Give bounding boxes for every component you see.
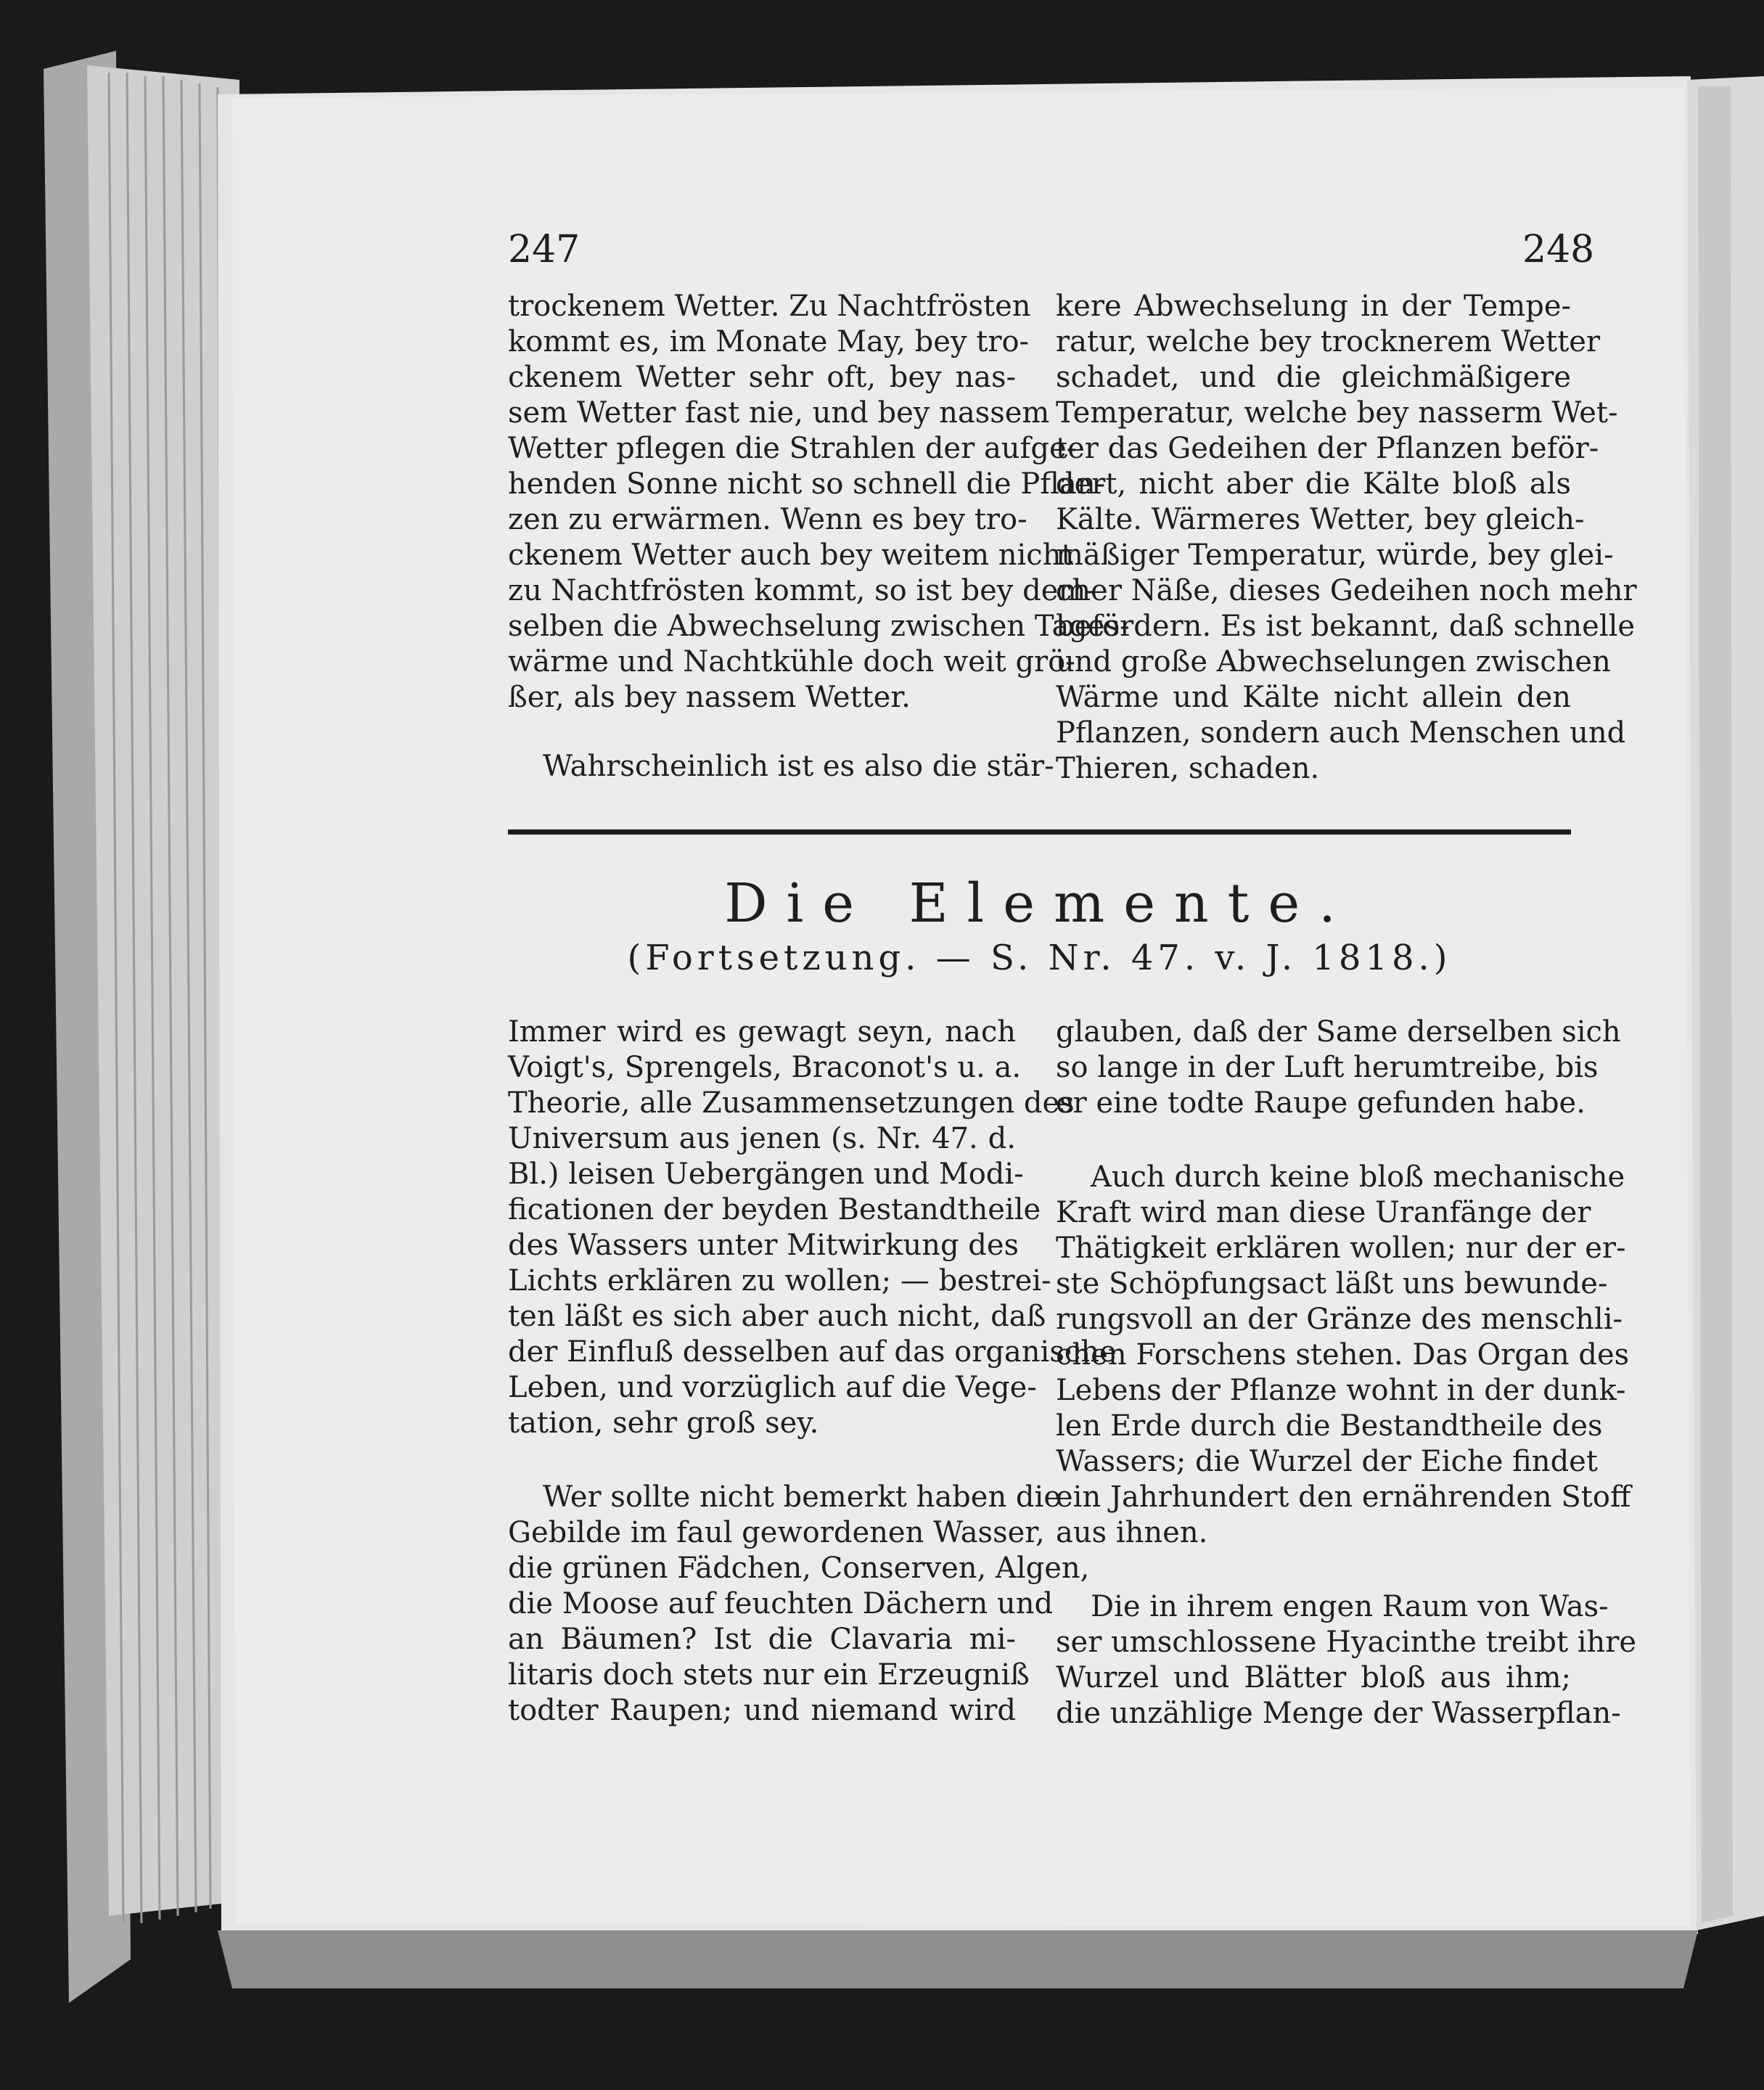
text-line: len Erde durch die Bestandtheile des (1056, 1409, 1603, 1443)
page-number-left: 247 (508, 228, 581, 271)
text-line: mäßiger Temperatur, würde, bey glei- (1056, 538, 1614, 572)
text-line: zen zu erwärmen. Wenn es bey tro- (508, 503, 1027, 536)
text-line: ckenem Wetter auch bey weitem nicht (508, 538, 1073, 572)
text-line: zu Nachtfrösten kommt, so ist bey dem- (508, 574, 1096, 607)
section-subtitle: (Fortsetzung. — S. Nr. 47. v. J. 1818.) (627, 938, 1452, 978)
text-line: Die in ihrem engen Raum von Was- (1091, 1590, 1609, 1623)
text-line: tation, sehr groß sey. (508, 1406, 819, 1440)
column-left-bottom (508, 1015, 1117, 1729)
text-line: Universum aus jenen (s. Nr. 47. d. (508, 1122, 1016, 1155)
text-line: die grünen Fädchen, Conserven, Algen, (508, 1552, 1090, 1585)
text-line: und große Abwechselungen zwischen (1056, 645, 1611, 679)
text-line: Pflanzen, sondern auch Menschen und (1056, 716, 1626, 750)
text-line: rungsvoll an der Gränze des menschli- (1056, 1303, 1623, 1336)
text-line: Auch durch keine bloß mechanische (1091, 1160, 1625, 1194)
text-line: des Wassers unter Mitwirkung des (508, 1229, 1020, 1262)
text-line: Wer sollte nicht bemerkt haben die (543, 1480, 1061, 1514)
text-line: aus ihnen. (1056, 1516, 1208, 1549)
text-line: ckenem Wetter sehr oft, bey nas- (508, 361, 1016, 394)
text-line: Kraft wird man diese Uranfänge der (1056, 1196, 1591, 1229)
text-line: Wahrscheinlich ist es also die stär- (543, 750, 1054, 783)
text-line: todter Raupen; und niemand wird (508, 1694, 1016, 1727)
text-line: Bl.) leisen Uebergängen und Modi- (508, 1157, 1024, 1191)
text-line: ratur, welche bey trocknerem Wetter (1056, 325, 1601, 358)
text-line: Gebilde im faul gewordenen Wasser, (508, 1516, 1045, 1549)
text-line: an Bäumen? Ist die Clavaria mi- (508, 1623, 1016, 1656)
text-line: ser umschlossene Hyacinthe treibt ihre (1056, 1626, 1637, 1659)
text-line: Theorie, alle Zusammensetzungen des (508, 1086, 1075, 1120)
text-line: ßer, als bey nassem Wetter. (508, 681, 911, 714)
text-line: so lange in der Luft herumtreibe, bis (1056, 1051, 1599, 1084)
text-line: Lebens der Pflanze wohnt in der dunk- (1056, 1374, 1626, 1407)
text-line: Wärme und Kälte nicht allein den (1056, 681, 1571, 714)
text-line: kommt es, im Monate May, bey tro- (508, 325, 1030, 358)
text-line: Lichts erklären zu wollen; — bestrei- (508, 1264, 1051, 1298)
text-line: henden Sonne nicht so schnell die Pflan- (508, 467, 1106, 501)
page-number-right: 248 (1522, 228, 1595, 271)
text-line: Wetter pflegen die Strahlen der aufge- (508, 432, 1077, 465)
text-line: cher Näße, dieses Gedeihen noch mehr (1056, 574, 1637, 607)
text-line: sem Wetter fast nie, und bey nassem (508, 396, 1050, 430)
text-line: selben die Abwechselung zwischen Tages- (508, 610, 1130, 643)
text-line: trockenem Wetter. Zu Nachtfrösten (508, 290, 1031, 323)
column-right-top (1056, 289, 1637, 787)
text-line: litaris doch stets nur ein Erzeugniß (508, 1658, 1030, 1692)
text-line: Wurzel und Blätter bloß aus ihm; (1056, 1661, 1571, 1694)
section-title: Die Elemente. (724, 872, 1355, 935)
column-right-bottom (1056, 1015, 1637, 1732)
text-line: Thieren, schaden. (1056, 752, 1320, 785)
text-line: Voigt's, Sprengels, Braconot's u. a. (508, 1051, 1022, 1084)
text-line: Leben, und vorzüglich auf die Vege- (508, 1371, 1037, 1404)
text-line: ste Schöpfungsact läßt uns bewunde- (1056, 1267, 1608, 1300)
text-line: dert, nicht aber die Kälte bloß als (1056, 467, 1571, 501)
section-divider-rule (508, 829, 1571, 835)
text-line: Thätigkeit erklären wollen; nur der er- (1056, 1232, 1626, 1265)
column-left-top (508, 289, 1130, 784)
text-line: befördern. Es ist bekannt, daß schnelle (1056, 610, 1636, 643)
text-line: wärme und Nachtkühle doch weit grö- (508, 645, 1075, 679)
text-line: ficationen der beyden Bestandtheile (508, 1193, 1041, 1226)
text-line: schadet, und die gleichmäßigere (1056, 361, 1571, 394)
text-line: Immer wird es gewagt seyn, nach (508, 1015, 1016, 1049)
text-line: chen Forschens stehen. Das Organ des (1056, 1338, 1630, 1372)
text-line: der Einfluß desselben auf das organische (508, 1335, 1117, 1369)
text-line: ter das Gedeihen der Pflanzen beför- (1056, 432, 1599, 465)
text-line: Temperatur, welche bey nasserm Wet- (1056, 396, 1618, 430)
text-line: er eine todte Raupe gefunden habe. (1056, 1086, 1585, 1120)
text-line: kere Abwechselung in der Tempe- (1056, 290, 1571, 323)
text-line: Wassers; die Wurzel der Eiche findet (1056, 1445, 1598, 1478)
text-line: glauben, daß der Same derselben sich (1056, 1015, 1621, 1049)
text-line: ten läßt es sich aber auch nicht, daß (508, 1300, 1046, 1333)
text-line: Kälte. Wärmeres Wetter, bey gleich- (1056, 503, 1585, 536)
text-line: ein Jahrhundert den ernährenden Stoff (1056, 1480, 1631, 1514)
text-line: die unzählige Menge der Wasserpflan- (1056, 1697, 1621, 1730)
text-line: die Moose auf feuchten Dächern und (508, 1587, 1054, 1620)
